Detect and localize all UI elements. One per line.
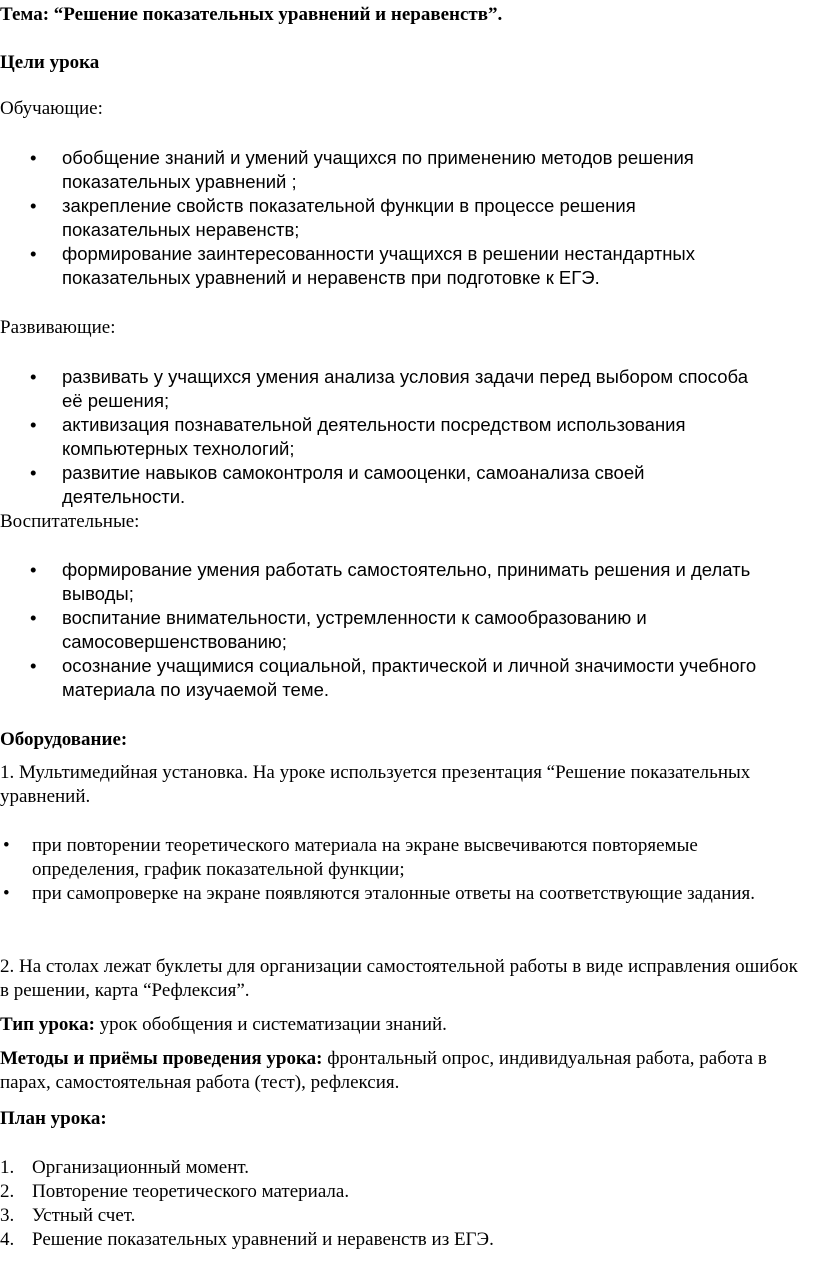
list-item-text: развивать у учащихся умения анализа условия задачи перед выбором способа её решения; — [62, 366, 749, 411]
bullet-icon: • — [30, 559, 37, 580]
list-item — [0, 413, 762, 461]
bullet-icon: • — [30, 655, 37, 676]
bullet-icon: • — [30, 607, 37, 628]
bullet-icon: • — [30, 243, 37, 264]
educational-heading: Воспитательные: — [0, 511, 140, 532]
list-item — [0, 654, 762, 702]
topic-value: “Решение показательных уравнений и неравенств”. — [53, 4, 503, 25]
teaching-list — [0, 146, 762, 290]
bullet-icon: • — [30, 195, 37, 216]
list-item — [0, 1156, 792, 1180]
methods-label: Методы и приёмы проведения урока: — [0, 1048, 323, 1069]
goals-title-text: Цели урока — [0, 52, 100, 73]
list-item — [0, 194, 762, 242]
equipment-title-text: Оборудование: — [0, 729, 128, 750]
teaching-heading: Обучающие: — [0, 98, 103, 119]
list-item-text: развитие навыков самоконтроля и самооценки, самоанализа своей деятельности. — [62, 462, 645, 507]
bullet-icon: • — [3, 883, 10, 904]
developing-heading: Развивающие: — [0, 317, 116, 338]
list-item-text: воспитание внимательности, устремленности к самообразованию и самосовершенствованию; — [62, 607, 647, 652]
list-item — [0, 834, 792, 882]
lesson-type — [0, 1013, 447, 1037]
list-item — [0, 1204, 792, 1228]
topic-label: Тема: — [0, 4, 50, 25]
list-item-text: осознание учащимися социальной, практической и личной значимости учебного материала по изучаемой теме. — [62, 655, 757, 700]
list-item-text: закрепление свойств показательной функции в процессе решения показательных неравенств; — [62, 195, 636, 240]
list-item-text: Повторение теоретического материала. — [32, 1181, 350, 1202]
goals-title — [0, 51, 99, 75]
plan-title-text: План урока: — [0, 1108, 107, 1129]
equipment-paragraph-1: 1. Мультимедийная установка. На уроке используется презентация “Решение показательных уравнений. — [0, 762, 751, 807]
list-item — [0, 1228, 792, 1252]
methods — [0, 1047, 790, 1095]
list-item-text: обобщение знаний и умений учащихся по применению методов решения показательных уравнений ; — [62, 147, 694, 192]
plan-title — [0, 1107, 107, 1131]
list-number: 1. — [0, 1157, 15, 1178]
list-item — [0, 1180, 792, 1204]
bullet-icon: • — [3, 835, 10, 856]
equipment-title — [0, 728, 127, 752]
methods-value: фронтальный опрос, индивидуальная работа, работа в парах, самостоятельная работа (тест), рефлексия. — [0, 1048, 767, 1093]
list-item-text: активизация познавательной деятельности посредством использования компьютерных технологий; — [62, 414, 686, 459]
list-number: 4. — [0, 1229, 15, 1250]
lesson-type-label: Тип урока: — [0, 1014, 95, 1035]
bullet-icon: • — [30, 147, 37, 168]
list-item-text: при повторении теоретического материала на экране высвечиваются повторяемые определения, график показательной функции; — [32, 835, 698, 880]
list-item-text: Устный счет. — [32, 1205, 136, 1226]
developing-list — [0, 365, 762, 509]
list-item — [0, 365, 762, 413]
equipment-list — [0, 834, 792, 906]
list-item — [0, 242, 762, 290]
list-number: 3. — [0, 1205, 15, 1226]
list-item — [0, 146, 762, 194]
list-item — [0, 558, 762, 606]
list-item — [0, 606, 762, 654]
bullet-icon: • — [30, 366, 37, 387]
lesson-type-value: урок обобщения и систематизации знаний. — [94, 1014, 447, 1035]
educational-list — [0, 558, 762, 702]
bullet-icon: • — [30, 462, 37, 483]
list-item-text: Решение показательных уравнений и неравенств из ЕГЭ. — [32, 1229, 494, 1250]
list-item — [0, 882, 792, 906]
list-number: 2. — [0, 1181, 15, 1202]
topic-line — [0, 3, 502, 27]
list-item-text: при самопроверке на экране появляются эталонные ответы на соответствующие задания. — [32, 883, 756, 904]
bullet-icon: • — [30, 414, 37, 435]
list-item-text: формирование умения работать самостоятельно, принимать решения и делать выводы; — [62, 559, 751, 604]
equipment-paragraph-2: 2. На столах лежат буклеты для организации самостоятельной работы в виде исправления ошибок в решении, карта “Рефлексия”. — [0, 956, 798, 1001]
list-item — [0, 461, 762, 509]
list-item-text: формирование заинтересованности учащихся в решении нестандартных показательных уравнений и неравенств при подготовке к ЕГЭ. — [62, 243, 695, 288]
plan-list — [0, 1156, 792, 1252]
list-item-text: Организационный момент. — [32, 1157, 249, 1178]
